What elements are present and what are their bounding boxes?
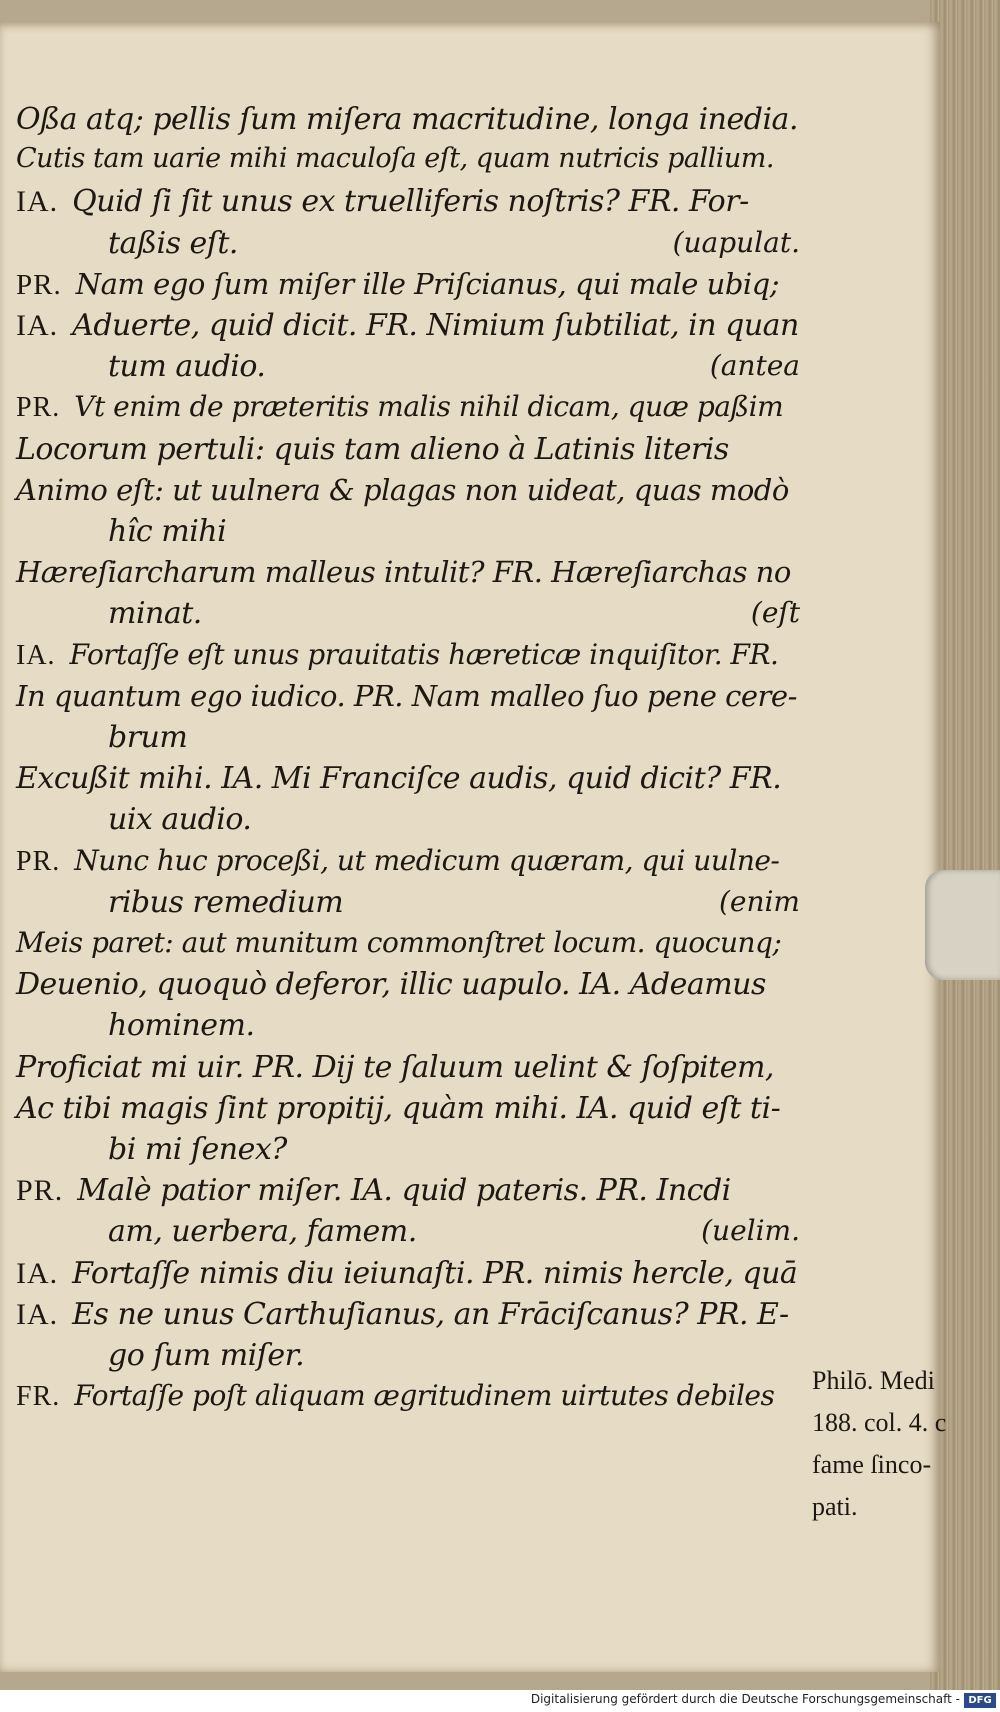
line-text: Fortaſſe poſt aliquam ægritudinem uirtutes debiles [74,1379,775,1413]
margin-note-line: pati. [812,1492,858,1521]
line-text: Animo eſt: ut uulnera & plagas non uideat, quas modò [16,472,789,507]
speaker-label: PR. [16,392,61,424]
speaker-label: PR. [16,845,61,877]
text-line [16,761,781,796]
margin-note [812,1360,952,1528]
text-line [108,349,265,384]
text-line [16,555,791,589]
margin-note-line: 188. col. 4. c [812,1408,947,1437]
text-line [108,1338,304,1373]
text-line [16,679,797,713]
text-line [108,514,226,549]
line-text: tum audio. [108,349,266,385]
text-line [108,885,343,920]
speaker-label: IA. [16,309,59,342]
book-page [0,22,947,1672]
text-line [16,1091,780,1126]
line-text: minat. [108,596,202,632]
line-text: uix audio. [108,802,252,838]
line-text: Deuenio, quoquò deferor, illic uapulo. IA. Adeamus [16,967,766,1003]
page-clip [925,870,1000,980]
text-line [16,844,779,878]
text-line [108,1132,287,1167]
speaker-label: IA. [16,1297,59,1331]
text-line [108,226,238,261]
dfg-logo: DFG [964,1693,996,1708]
turnover-text: (eſt [750,596,800,630]
text-line [108,802,251,837]
line-text: Aduerte, quid dicit. FR. Nimium ſubtiliat, in quan [72,308,799,343]
speaker-label: FR. [16,1381,61,1413]
margin-note-line: Philō. Medi [812,1366,935,1395]
line-text: Ac tibi magis ſint propitij, quàm mihi. IA. quid eſt ti- [16,1090,781,1126]
line-text: Quid ſi ſit unus ex truelliferis noſtris? FR. For- [72,184,749,220]
line-text: Cutis tam uarie mihi maculoſa eſt, quam nutricis pallium. [16,143,774,175]
line-text: go ſum miſer. [108,1338,305,1373]
line-text: brum [108,720,188,755]
line-text: Fortaſſe eſt unus prauitatis hæreticæ inquiſitor. FR. [69,637,779,671]
text-line [16,390,783,424]
text-line [108,596,202,631]
line-text: Locorum pertuli: quis tam alieno à Latinis literis [16,431,729,467]
text-line [16,1050,774,1085]
text-line [108,1008,254,1043]
text-line [16,1173,731,1208]
text-line [16,926,781,959]
text-line [16,308,799,343]
line-text: Proficiat mi uir. PR. Dij te ſaluum uelint & ſoſpitem, [16,1049,774,1085]
footer-bar [0,1690,1000,1712]
text-line [16,184,749,219]
line-text: Vt enim de præteritis malis nihil dicam, quæ paßim [74,390,784,424]
line-text: Excußit mihi. IA. Mi Franciſce audis, quid dicit? FR. [16,761,782,797]
speaker-label: IA. [16,639,56,671]
line-text: ribus remedium [108,884,344,920]
footer-credit: Digitalisierung gefördert durch die Deutsche Forschungsgemeinschaft - [530,1692,960,1706]
speaker-label: PR. [16,268,62,301]
text-line [16,638,778,672]
text-line [16,143,774,174]
line-text: Malè patior miſer. IA. quid pateris. PR. Incdi [77,1173,731,1209]
speaker-label: PR. [16,1174,64,1208]
line-text: Es ne unus Carthuſianus, an Frāciſcanus? PR. E- [72,1296,789,1332]
line-text: In quantum ego iudico. PR. Nam malleo ſuo pene cere- [16,678,797,713]
line-text: Hæreſiarcharum malleus intulit? FR. Hæreſiarchas no [16,555,791,590]
line-text: Oßa atq; pellis ſum miſera macritudine, longa inedia. [16,102,798,137]
turnover-text: (enim [718,884,800,918]
line-text: Fortaſſe nimis diu ieiunaſti. PR. nimis hercle, quā [72,1255,798,1291]
margin-note-line: fame ſinco- [812,1450,932,1479]
turnover-text: (antea [709,349,800,383]
text-line [108,1214,417,1249]
line-text: taßis eſt. [108,225,238,261]
text-line [16,967,766,1002]
text-line [16,432,729,467]
line-text: bi mi ſenex? [108,1132,287,1167]
text-line [16,267,779,302]
text-line [16,102,798,137]
speaker-label: IA. [16,1256,59,1290]
line-text: hominem. [108,1008,255,1044]
text-line [16,1256,797,1291]
speaker-label: IA. [16,185,59,219]
turnover-text: (uelim. [701,1214,800,1248]
text-line [16,473,789,507]
line-text: Nunc huc proceßi, ut medicum quæram, qui uulne- [74,843,780,877]
line-text: hîc mihi [108,514,227,549]
text-line [108,720,187,755]
text-line [16,1297,789,1332]
text-line [16,1379,774,1413]
line-text: Meis paret: aut munitum commonſtret locum. quocunq; [16,926,782,959]
line-text: am, uerbera, famem. [108,1214,417,1250]
turnover-text: (uapulat. [672,225,800,259]
line-text: Nam ego ſum miſer ille Priſcianus, qui male ubiq; [75,266,779,301]
text-block [0,22,940,1672]
